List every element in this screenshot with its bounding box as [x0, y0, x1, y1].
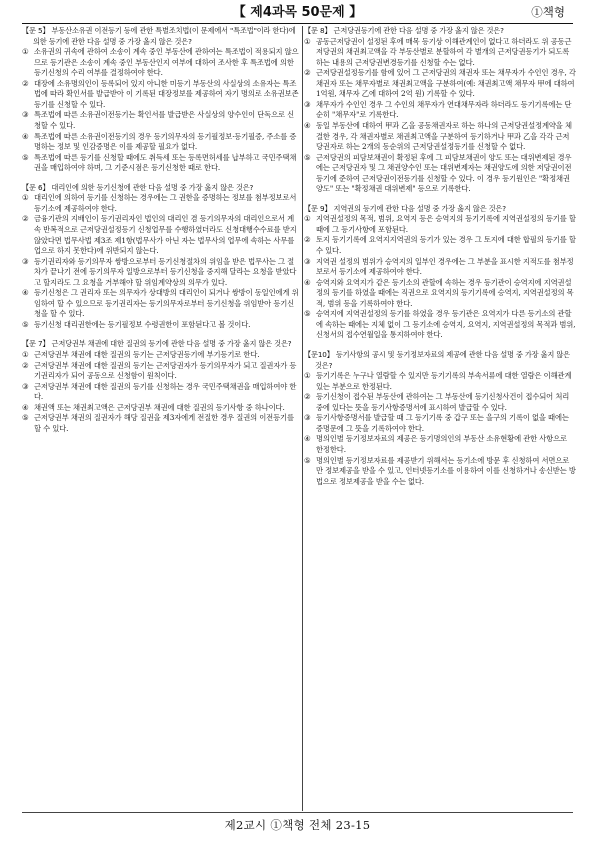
option-text: 등기사항증명서를 발급할 때 그 등기기록 중 갑구 또는 을구의 기록이 없을 때에는 증명문에 그 뜻을 기록하여야 한다.	[316, 413, 569, 433]
question-stem: 【문 5】 부동산소유권 이전등기 등에 관한 특별조치법(이 문제에서 "특조법"이라 한다)에 의한 등기에 관한 다음 설명 중 가장 옳지 않은 것은?	[22, 26, 296, 46]
option-number: ②	[304, 392, 311, 402]
question-10	[304, 350, 576, 487]
question-6	[22, 183, 301, 331]
option-number: ①	[304, 371, 311, 381]
option-text: 등기신청이 접수된 부동산에 관하여는 그 부동산에 등기신청사건이 접수되어 처리 중에 있다는 뜻을 등기사항증명서에 표시하여 발급할 수 있다.	[316, 392, 570, 412]
answer-option	[304, 278, 576, 310]
option-number: ⑤	[304, 152, 311, 162]
option-number: ⑤	[22, 319, 29, 329]
answer-option	[304, 456, 576, 488]
answer-option	[304, 413, 576, 434]
option-text: 동일 부동산에 대하여 甲과 乙을 공동채권자로 하는 하나의 근저당권설정계약을 체결한 경우, 각 채권자별로 채권최고액을 구분하여 등기하거나 甲과 乙을 각각 근저당권자로 하는 2개의 동순위의 근저당권설정등기를 신청할 수 없다.	[316, 120, 572, 152]
answer-option	[304, 153, 576, 195]
answer-option	[22, 214, 301, 256]
option-text: 승역지와 요역지가 같은 등기소의 관할에 속하는 경우 등기관이 승역지에 지역권설정의 등기를 하였을 때에는 직권으로 요역지의 등기기록에 승역지, 지역권설정의 목적, 범위 등을 기록하여야 한다.	[316, 277, 574, 308]
section-title: 【 제4과목 50문제 】	[232, 5, 363, 20]
option-number: ⑤	[304, 309, 311, 319]
answer-option	[22, 413, 301, 434]
question-5	[22, 26, 301, 174]
option-number: ④	[304, 277, 311, 287]
answer-option	[22, 403, 301, 414]
option-number: ①	[22, 350, 29, 360]
option-text: 근저당권부 채권에 대한 질권의 등기를 신청하는 경우 국민주택채권을 매입하여야 한다.	[34, 381, 297, 402]
column-divider	[302, 26, 303, 811]
question-stem: 【문 7】 근저당권부 채권에 대한 질권의 등기에 관한 다음 설명 중 가장 옳지 않은 것은?	[22, 339, 292, 349]
answer-option	[22, 257, 301, 289]
option-number: ⑤	[22, 413, 29, 423]
answer-option	[304, 235, 576, 256]
answer-option	[304, 121, 576, 153]
question-9	[304, 204, 576, 341]
option-text: 소유권의 귀속에 관하여 소송이 계속 중인 부동산에 관하여는 특조법이 적용되지 않으므로 등기관은 소송이 계속 중인 부동산인지 여부에 대하여 조사한 후 특조법에 의한 등기신청의 수리 여부를 결정하여야 한다.	[34, 47, 299, 78]
option-number: ③	[22, 381, 29, 391]
option-number: ③	[22, 256, 29, 266]
question-7	[22, 339, 301, 434]
option-text: 등기신청은 그 권리자 또는 의무자가 상대방의 대리인이 되거나 쌍방이 동일인에게 위임하여 할 수 있으므로 등기권리자는 등기의무자로부터 등기신청을 위임받아 등기신청을 할 수 있다.	[34, 288, 299, 319]
option-number: ③	[304, 256, 311, 266]
answer-option	[22, 288, 301, 320]
option-text: 대리인에 의하여 등기를 신청하는 경우에는 그 권한을 증명하는 정보를 첨부정보로서 등기소에 제공하여야 한다.	[34, 193, 297, 213]
option-text: 특조법에 따른 소유권이전등기의 경우 등기의무자의 등기필정보·등기필증, 주소를 증명하는 정보 및 인감증명은 이를 제공할 필요가 없다.	[34, 131, 297, 152]
option-number: ④	[22, 131, 29, 141]
option-number: ①	[304, 214, 311, 224]
option-number: ①	[22, 193, 29, 203]
option-text: 지역권 설정의 범위가 승역지의 일부인 경우에는 그 부분을 표시한 지적도를 첨부정보로서 등기소에 제공하여야 한다.	[316, 256, 574, 277]
answer-option	[304, 392, 576, 413]
option-number: ②	[22, 360, 29, 370]
answer-option	[304, 257, 576, 278]
option-text: 근저당권부 채권에 대한 질권의 등기는 근저당권자가 등기의무자가 되고 질권자가 등기권리자가 되어 공동으로 신청함이 원칙이다.	[34, 360, 297, 381]
answer-option	[22, 110, 301, 131]
answer-option	[304, 100, 576, 121]
option-number: ②	[22, 78, 29, 88]
answer-option	[22, 79, 301, 111]
exam-type-label: ①책형	[531, 5, 565, 19]
option-number: ①	[22, 47, 29, 57]
option-text: 명의인별 등기정보자료를 제공받기 위해서는 등기소에 방문 후 신청하여 서면으로만 정보제공을 받을 수 있고, 인터넷등기소를 이용하여 이를 신청하거나 송신받는 방법으로 정보제공을 받을 수는 없다.	[316, 455, 576, 486]
option-number: ⑤	[304, 455, 311, 465]
option-text: 근저당권부 채권의 질권자가 해당 질권을 제3자에게 전질한 경우 질권의 이전등기를 할 수 있다.	[34, 413, 294, 433]
right-column	[304, 26, 576, 811]
answer-option	[304, 214, 576, 235]
option-text: 등기기록은 누구나 열람할 수 있지만 등기기록의 부속서류에 대한 열람은 이해관계 있는 부분으로 한정된다.	[316, 371, 572, 391]
footer-divider	[22, 812, 573, 813]
answer-option	[22, 382, 301, 403]
answer-option	[22, 153, 301, 174]
answer-option	[22, 193, 301, 214]
page-header	[22, 4, 573, 22]
answer-option	[22, 350, 301, 361]
question-stem: 【문 9】 지역권의 등기에 관한 다음 설명 중 가장 옳지 않은 것은?	[304, 203, 506, 213]
option-text: 공동근저당권이 설정된 후에 매목 등기상 이해관계인이 없다고 하더라도 위 공동근저당권의 채권최고액을 각 부동산별로 분할하여 각 별개의 근저당권등기가 되도록 하는 내용의 근저당권변경등기를 신청할 수는 없다.	[316, 36, 572, 67]
answer-option	[22, 47, 301, 79]
option-text: 근저당권부 채권에 대한 질권의 등기는 근저당권등기에 부기등기로 한다.	[34, 350, 260, 360]
answer-option	[304, 68, 576, 100]
option-text: 근저당권설정등기를 함에 있어 그 근저당권의 채권자 또는 채무자가 수인인 경우, 각 채권자 또는 채무자별로 채권최고액을 구분하여(예: 채권최고액 채무자 甲에 대하여 1억원, 채무자 乙에 대하여 2억 원) 기록할 수 있다.	[316, 68, 576, 99]
left-column	[22, 26, 301, 811]
option-text: 승역지에 지역권설정의 등기를 하였을 경우 등기관은 요역지가 다른 등기소의 관할에 속하는 때에는 지체 없이 그 등기소에 승역지, 요역지, 지역권설정의 목적과 범위, 신청서의 접수연월일을 통지하여야 한다.	[316, 309, 576, 340]
option-number: ④	[22, 288, 29, 298]
option-text: 특조법에 따른 등기를 신청할 때에도 취득세 또는 등록면허세를 납부하고 국민주택채권을 매입하여야 하며, 그 기준시점은 등기신청한 때로 한다.	[34, 152, 297, 173]
answer-option	[22, 320, 301, 331]
option-number: ③	[304, 99, 311, 109]
option-text: 명의인별 등기정보자료의 제공은 등기명의인의 부동산 소유현황에 관한 사항으로 한정한다.	[316, 434, 567, 454]
option-text: 지역권설정의 목적, 범위, 요역지 등은 승역지의 등기기록에 지역권설정의 등기를 할 때에 그 등기사항에 포함된다.	[316, 214, 576, 234]
option-text: 등기신청 대리권한에는 등기필정보 수령권한이 포함된다고 볼 것이다.	[34, 319, 251, 329]
option-number: ④	[304, 434, 311, 444]
option-number: ②	[304, 68, 311, 78]
option-number: ②	[22, 214, 29, 224]
option-number: ④	[22, 402, 29, 412]
answer-option	[304, 434, 576, 455]
option-text: 특조법에 따른 소유권이전등기는 확인서를 발급받은 사실상의 양수인이 단독으로 신청할 수 있다.	[34, 110, 295, 131]
option-number: ②	[304, 235, 311, 245]
option-text: 등기권리자와 등기의무자 쌍방으로부터 등기신청절차의 위임을 받은 법무사는 그 절차가 끝나기 전에 등기의무자 일방으로부터 등기신청을 중지해 달라는 요청을 받았다고 할지라도 그 요청을 거부해야 할 위임계약상의 의무가 있다.	[34, 256, 297, 287]
option-text: 토지 등기기록에 요역지지역권의 등기가 있는 경우 그 토지에 대한 합필의 등기를 할 수 있다.	[316, 235, 576, 256]
question-stem: 【문10】 등기사항의 공시 및 등기정보자료의 제공에 관한 다음 설명 중 가장 옳지 않은 것은?	[304, 349, 570, 370]
answer-option	[304, 371, 576, 392]
option-number: ④	[304, 120, 311, 130]
option-text: 채권액 또는 채권최고액은 근저당권부 채권에 대한 질권의 등기사항 중 하나이다.	[34, 402, 285, 412]
answer-option	[22, 361, 301, 382]
option-number: ①	[304, 36, 311, 46]
option-text: 근저당권의 피담보채권이 확정된 후에 그 피담보채권이 양도 또는 대위변제된 경우에는 근저당권자 및 그 채권양수인 또는 대위변제자는 채권양도에 의한 저당권이전등기에 준하여 근저당권이전등기를 신청할 수 있다. 이 경우 등기원인은 "확정채권 양도" 또는 "확정채권 대위변제" 등으로 기록한다.	[316, 152, 572, 194]
answer-option	[22, 132, 301, 153]
answer-option	[304, 37, 576, 69]
option-number: ⑤	[22, 152, 29, 162]
page-footer: 제2교시 ①책형 전체 23-15	[224, 818, 371, 832]
option-number: ③	[304, 413, 311, 423]
option-text: 금융기관의 지배인이 등기권리자인 법인의 대리인 겸 등기의무자의 대리인으로서 계속 반복적으로 근저당권설정등기 신청업무를 수행하였더라도 신청대행수수료를 받지 않았다면 법무사법 제3조 제1항(법무사가 아닌 자는 법무사의 업무에 속하는 사무를 업으로 하지 못한다)에 위반되지 않는다.	[34, 214, 297, 256]
question-stem: 【문 6】 대리인에 의한 등기신청에 관한 다음 설명 중 가장 옳지 않은 것은?	[22, 182, 254, 192]
question-stem: 【문 8】 근저당권등기에 관한 다음 설명 중 가장 옳지 않은 것은?	[304, 26, 504, 35]
question-8	[304, 26, 576, 195]
header-divider	[22, 23, 573, 24]
answer-option	[304, 309, 576, 341]
option-text: 대장에 소유명의인이 등록되어 있지 아니한 미등기 부동산의 사실상의 소유자는 특조법에 따라 확인서를 발급받아 이 기록된 대장정보를 제공하여 자기 명의로 소유권보존등기를 신청할 수 있다.	[34, 78, 299, 109]
option-text: 채무자가 수인인 경우 그 수인의 채무자가 연대채무자라 하더라도 등기기록에는 단순히 "채무자"로 기록한다.	[316, 99, 572, 120]
option-number: ③	[22, 110, 29, 120]
